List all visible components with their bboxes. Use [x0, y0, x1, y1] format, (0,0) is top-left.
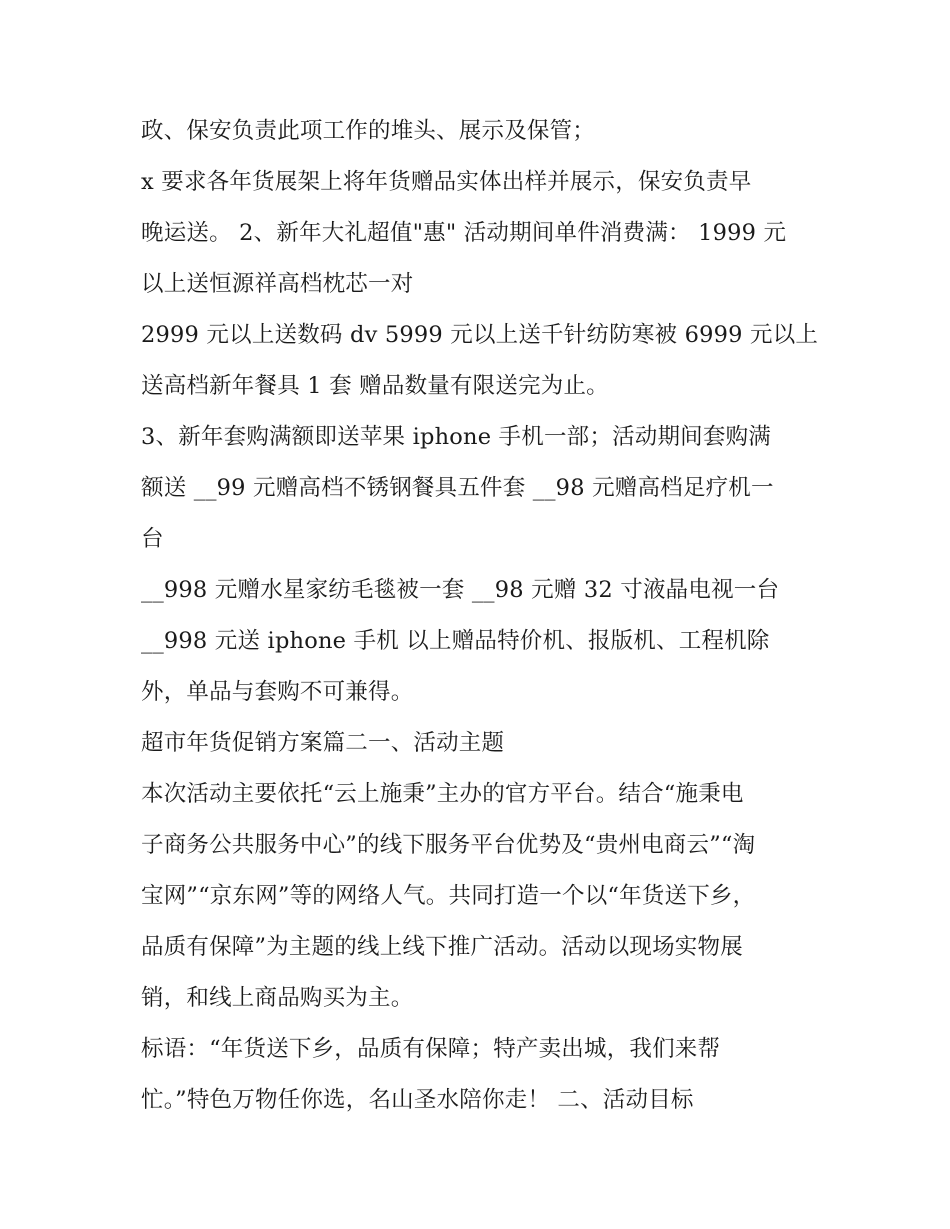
text-line: 忙。”特色万物任你选，名山圣水陪你走！ 二、活动目标 [141, 1087, 694, 1113]
text-line: 台 [141, 526, 164, 552]
document-body [141, 106, 821, 1126]
text-line: 送高档新年餐具 1 套 赠品数量有限送完为止。 [141, 373, 609, 399]
text-line: 额送 __99 元赠高档不锈钢餐具五件套 __98 元赠高档足疗机一 [141, 475, 774, 501]
text-line: __998 元送 iphone 手机 以上赠品特价机、报版机、工程机除 [141, 628, 770, 654]
text-line: 3、新年套购满额即送苹果 iphone 手机一部；活动期间套购满 [141, 424, 771, 450]
text-line: 子商务公共服务中心”的线下服务平台优势及“贵州电商云”“淘 [141, 832, 756, 858]
text-line: 政、保安负责此项工作的堆头、展示及保管； [141, 118, 596, 144]
text-line: 2999 元以上送数码 dv 5999 元以上送千针纺防寒被 6999 元以上 [141, 322, 819, 348]
text-line: 标语：“年货送下乡，品质有保障；特产卖出城，我们来帮 [141, 1036, 721, 1062]
text-line: x 要求各年货展架上将年货赠品实体出样并展示，保安负责早 [141, 169, 752, 195]
text-line: 销，和线上商品购买为主。 [141, 985, 414, 1011]
text-line: 本次活动主要依托“云上施秉”主办的官方平台。结合“施秉电 [141, 781, 744, 807]
text-line: 外，单品与套购不可兼得。 [141, 679, 414, 705]
text-line: 品质有保障”为主题的线上线下推广活动。活动以现场实物展 [141, 934, 743, 960]
text-line: 晚运送。 2、新年大礼超值"惠" 活动期间单件消费满： 1999 元 [141, 220, 787, 246]
text-line: 宝网”“京东网”等的网络人气。共同打造一个以“年货送下乡， [141, 883, 756, 909]
section-heading: 超市年货促销方案篇二一、活动主题 [141, 730, 505, 756]
text-line: 以上送恒源祥高档枕芯一对 [141, 271, 414, 297]
text-line: __998 元赠水星家纺毛毯被一套 __98 元赠 32 寸液晶电视一台 [141, 577, 780, 603]
